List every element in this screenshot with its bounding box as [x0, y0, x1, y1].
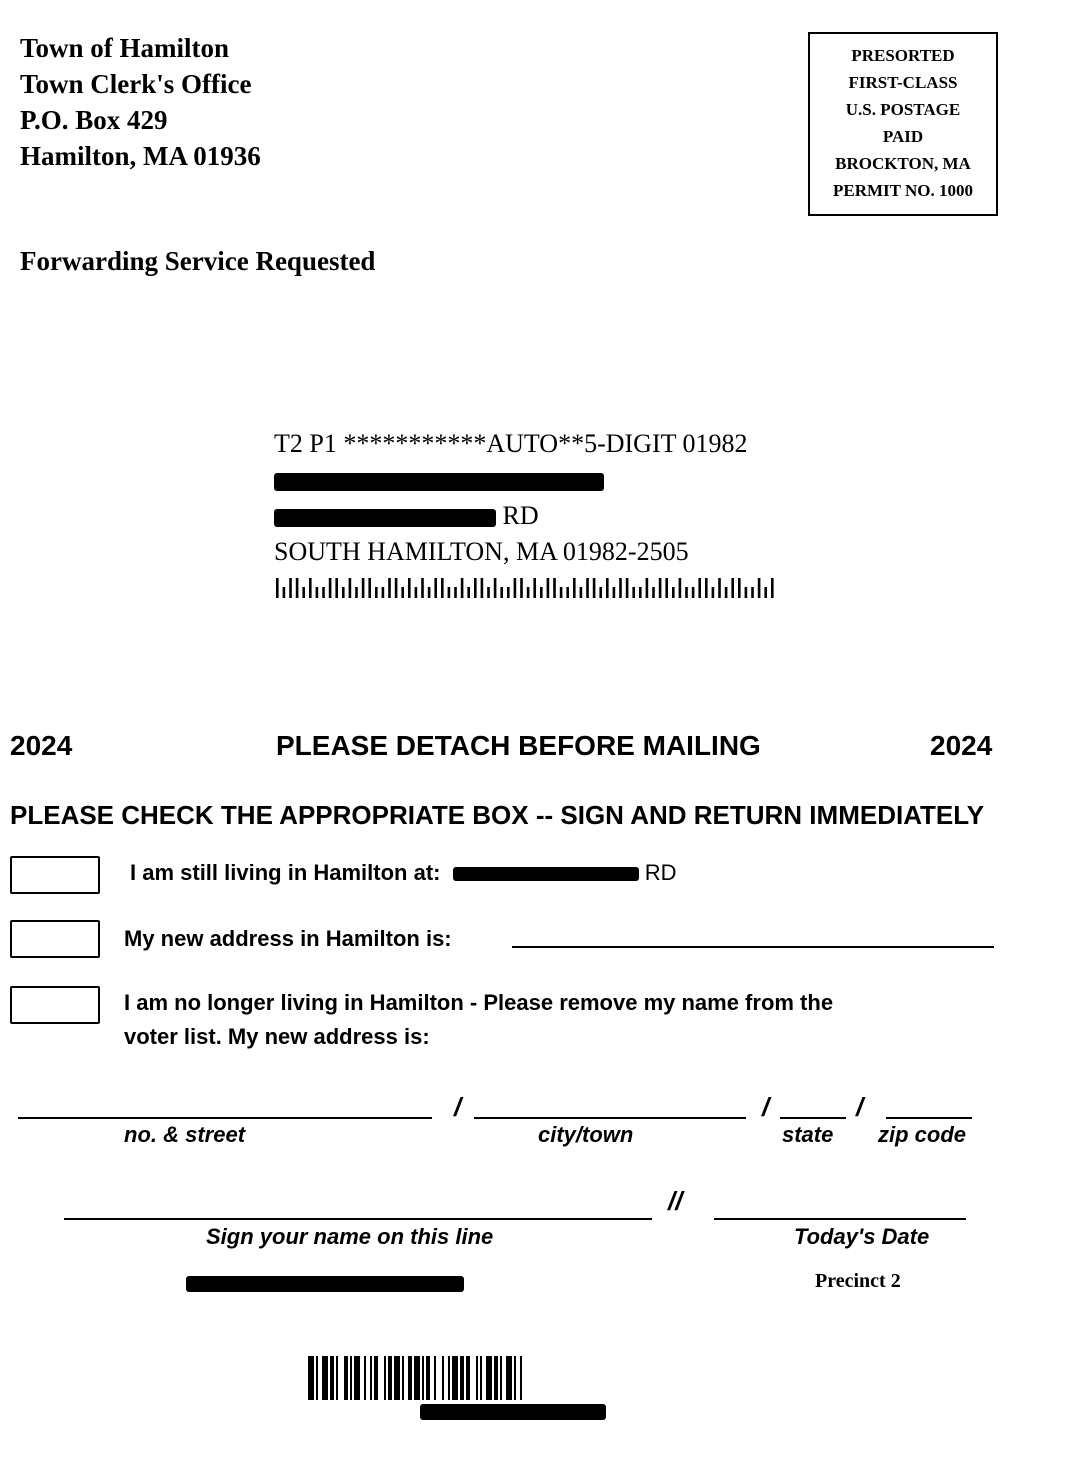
postnet-bar [738, 578, 741, 598]
barcode-bar [322, 1356, 328, 1400]
signature-label: Sign your name on this line [206, 1224, 494, 1249]
barcode-bar [350, 1356, 352, 1400]
barcode-bar [414, 1356, 420, 1400]
postnet-bar [441, 578, 444, 598]
return-address-line: Town of Hamilton [20, 33, 230, 63]
postnet-bar [533, 578, 536, 598]
postnet-bar [322, 587, 325, 598]
barcode-bar [394, 1356, 400, 1400]
postnet-bar [335, 578, 338, 598]
postnet-bar [679, 578, 682, 598]
postnet-bar [362, 578, 365, 598]
postnet-bar [692, 587, 695, 598]
postnet-bar [599, 587, 602, 598]
redacted-name [274, 473, 604, 491]
redacted-current-address [453, 867, 639, 881]
barcode-bar [402, 1356, 404, 1400]
postnet-bar [302, 587, 305, 598]
postnet-bar [764, 587, 767, 598]
postnet-bar [355, 587, 358, 598]
postnet-bar [342, 587, 345, 598]
barcode-bar [466, 1356, 470, 1400]
barcode-bar [480, 1356, 482, 1400]
postnet-bar [553, 578, 556, 598]
postnet-bar [395, 578, 398, 598]
recipient-name-line [274, 462, 748, 498]
barcode-bar [520, 1356, 522, 1400]
postnet-bar [586, 578, 589, 598]
postnet-bar [560, 587, 563, 598]
postnet-bar [467, 587, 470, 598]
postnet-bar [401, 587, 404, 598]
postnet-bar [507, 587, 510, 598]
recipient-city-line: SOUTH HAMILTON, MA 01982-2505 [274, 537, 689, 566]
forwarding-notice: Forwarding Service Requested [20, 246, 376, 276]
precinct-label: Precinct 2 [815, 1270, 901, 1292]
barcode-bar [434, 1356, 436, 1400]
postnet-bar [745, 587, 748, 598]
postnet-bar [672, 587, 675, 598]
postnet-bar [316, 587, 319, 598]
new-address-checkbox[interactable] [10, 920, 100, 958]
indicia-line: U.S. POSTAGE [845, 100, 961, 119]
postnet-bar [639, 587, 642, 598]
postage-indicia [808, 32, 998, 216]
postnet-bar [276, 578, 279, 598]
barcode-bar [336, 1356, 338, 1400]
barcode-bar [476, 1356, 478, 1400]
redacted-barcode-text [420, 1404, 606, 1420]
postnet-bar [408, 578, 411, 598]
barcode-bar [316, 1356, 318, 1400]
postnet-bar [705, 578, 708, 598]
postnet-bar [428, 587, 431, 598]
indicia-line: BROCKTON, MA [835, 154, 971, 173]
postnet-bar [527, 587, 530, 598]
barcode-bar [426, 1356, 430, 1400]
postnet-bar [613, 587, 616, 598]
indicia-line: PAID [882, 127, 924, 146]
postnet-bar [659, 578, 662, 598]
postnet-bar [718, 578, 721, 598]
return-address-line: Town Clerk's Office [20, 69, 252, 99]
postnet-bar [329, 578, 332, 598]
still-living-option [130, 856, 677, 890]
barcode-bar [422, 1356, 424, 1400]
postnet-bar [771, 578, 774, 598]
postnet-bar [500, 587, 503, 598]
barcode-bar [374, 1356, 378, 1400]
postnet-barcode [274, 578, 786, 598]
postnet-bar [665, 578, 668, 598]
postnet-bar [758, 578, 761, 598]
year-left: 2024 [10, 730, 73, 761]
barcode-bar [354, 1356, 360, 1400]
no-longer-living-option [124, 986, 833, 1054]
postnet-bar [626, 578, 629, 598]
barcode-bar [452, 1356, 458, 1400]
barcode-bar [364, 1356, 366, 1400]
barcode-bar [494, 1356, 498, 1400]
postnet-bar [309, 578, 312, 598]
indicia-line: FIRST-CLASS [848, 73, 958, 92]
separator: / [454, 1092, 462, 1122]
barcode-bar [500, 1356, 502, 1400]
separator: / [856, 1092, 864, 1122]
postnet-bar [349, 578, 352, 598]
signature-field[interactable] [64, 1218, 652, 1220]
voter-id-barcode [308, 1356, 710, 1400]
separator: / [762, 1092, 770, 1122]
new-address-field[interactable] [512, 946, 994, 948]
postnet-bar [474, 578, 477, 598]
no-longer-living-line1: I am no longer living in Hamilton - Please remove my name from the [124, 990, 834, 1015]
postnet-bar [712, 587, 715, 598]
postnet-bar [388, 578, 391, 598]
barcode-bar [344, 1356, 348, 1400]
postnet-bar [619, 578, 622, 598]
postnet-bar [566, 587, 569, 598]
return-address-line: Hamilton, MA 01936 [20, 141, 261, 171]
postnet-bar [448, 587, 451, 598]
date-field[interactable] [714, 1218, 966, 1220]
postnet-bar [382, 587, 385, 598]
redacted-street [274, 509, 496, 527]
street-suffix: RD [502, 501, 539, 530]
barcode-bar [442, 1356, 444, 1400]
postnet-bar [520, 578, 523, 598]
barcode-bar [330, 1356, 334, 1400]
postnet-bar [421, 578, 424, 598]
postnet-bar [415, 587, 418, 598]
signature-separator: // [668, 1186, 683, 1216]
postnet-bar [606, 578, 609, 598]
postnet-bar [540, 587, 543, 598]
new-address-label: My new address in Hamilton is: [124, 926, 452, 951]
barcode-bar [460, 1356, 464, 1400]
indicia-line: PRESORTED [851, 46, 955, 65]
postnet-bar [454, 587, 457, 598]
postnet-bar [731, 578, 734, 598]
return-address-line: P.O. Box 429 [20, 105, 168, 135]
postnet-bar [461, 578, 464, 598]
postnet-bar [487, 587, 490, 598]
postnet-bar [514, 578, 517, 598]
postnet-bar [283, 587, 286, 598]
still-living-label: I am still living in Hamilton at: [130, 860, 441, 885]
still-living-checkbox[interactable] [10, 856, 100, 894]
indicia-line: PERMIT NO. 1000 [833, 181, 973, 200]
state-label: state [782, 1122, 834, 1147]
no-longer-living-checkbox[interactable] [10, 986, 100, 1024]
barcode-bar [370, 1356, 372, 1400]
street-label: no. & street [124, 1122, 246, 1147]
date-label: Today's Date [794, 1224, 930, 1249]
postnet-bar [652, 587, 655, 598]
still-living-suffix: RD [644, 860, 677, 885]
postnet-bar [593, 578, 596, 598]
postnet-bar [580, 587, 583, 598]
year-right: 2024 [930, 730, 993, 761]
postnet-bar [434, 578, 437, 598]
barcode-bar [514, 1356, 516, 1400]
postnet-bar [646, 578, 649, 598]
postnet-bar [751, 587, 754, 598]
return-address [20, 30, 261, 174]
recipient-address [274, 426, 748, 570]
postnet-bar [573, 578, 576, 598]
street-field[interactable] [18, 1117, 432, 1119]
barcode-bar [384, 1356, 386, 1400]
recipient-street-line [274, 498, 748, 534]
postnet-bar [481, 578, 484, 598]
postnet-bar [368, 578, 371, 598]
postnet-bar [632, 587, 635, 598]
no-longer-living-line2: voter list. My new address is: [124, 1024, 430, 1049]
postnet-bar [289, 578, 292, 598]
redacted-voter-name [186, 1276, 464, 1292]
postnet-bar [494, 578, 497, 598]
barcode-bar [388, 1356, 392, 1400]
barcode-bar [486, 1356, 492, 1400]
barcode-bar [408, 1356, 412, 1400]
barcode-bar [308, 1356, 314, 1400]
zip-label: zip code [878, 1122, 967, 1147]
state-field[interactable] [780, 1117, 846, 1119]
postnet-bar [698, 578, 701, 598]
sort-line: T2 P1 ***********AUTO**5-DIGIT 01982 [274, 429, 748, 458]
barcode-bar [506, 1356, 512, 1400]
instruction-heading: PLEASE CHECK THE APPROPRIATE BOX -- SIGN AND RETURN IMMEDIATELY [10, 800, 985, 830]
postnet-bar [296, 578, 299, 598]
zip-field[interactable] [886, 1117, 972, 1119]
postnet-bar [685, 587, 688, 598]
new-address-option [124, 922, 452, 956]
barcode-bar [448, 1356, 450, 1400]
postnet-bar [375, 587, 378, 598]
detach-title: PLEASE DETACH BEFORE MAILING [276, 730, 761, 761]
postnet-bar [547, 578, 550, 598]
city-field[interactable] [474, 1117, 746, 1119]
postnet-bar [725, 587, 728, 598]
city-label: city/town [538, 1122, 634, 1147]
